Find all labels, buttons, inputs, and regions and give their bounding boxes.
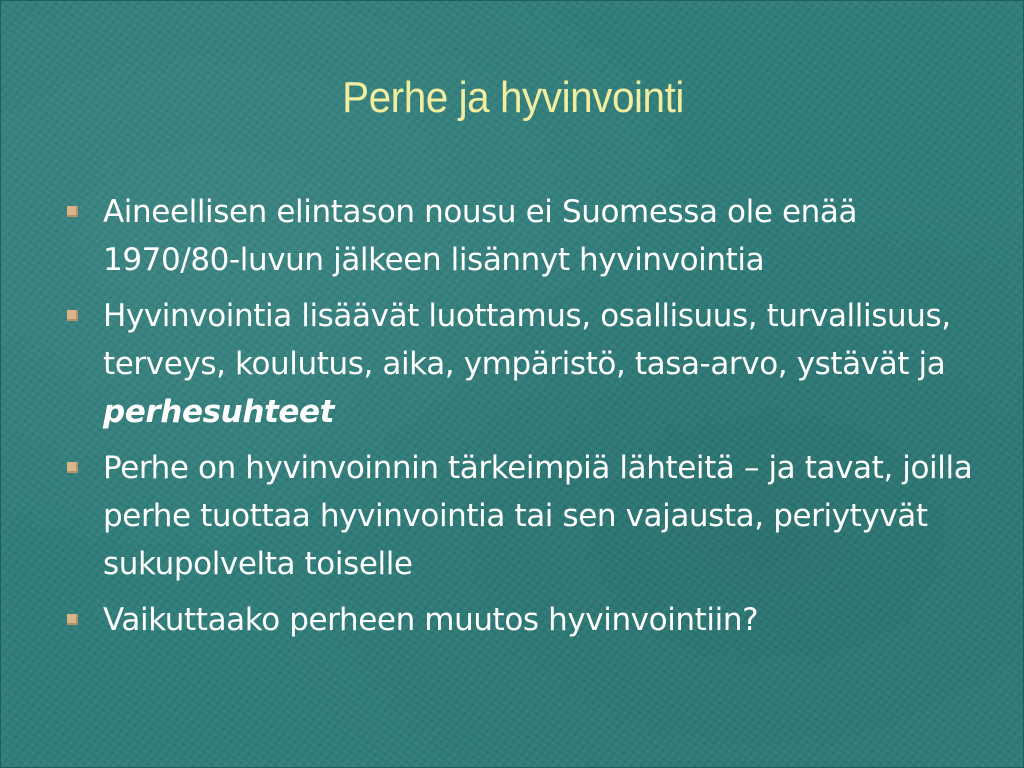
- square-bullet-icon: [67, 614, 78, 625]
- bullet-text: Aineellisen elintason nousu ei Suomessa ole enää 1970/80-luvun jälkeen lisännyt hyvinvointia: [103, 194, 858, 278]
- square-bullet-icon: [67, 206, 78, 217]
- bullet-item-3: [63, 444, 1003, 588]
- bullet-item-2: [63, 292, 1003, 436]
- bullet-list: [63, 188, 1003, 652]
- emphasized-text: perhesuhteet: [103, 394, 335, 430]
- bullet-text: Hyvinvointia lisäävät luottamus, osallisuus, turvallisuus, terveys, koulutus, aika, ympäristö, tasa-arvo, ystävät ja: [103, 298, 951, 382]
- square-bullet-icon: [67, 462, 78, 473]
- square-bullet-icon: [67, 310, 78, 321]
- bullet-item-4: [63, 596, 1003, 644]
- slide-title: Perhe ja hyvinvointi: [342, 73, 684, 122]
- bullet-item-1: [63, 188, 1003, 284]
- bullet-text: Vaikuttaako perheen muutos hyvinvointiin?: [103, 602, 759, 638]
- bullet-text: Perhe on hyvinvoinnin tärkeimpiä lähteitä – ja tavat, joilla perhe tuottaa hyvinvointia tai sen vajausta, periytyvät sukupolvelta toiselle: [103, 450, 973, 582]
